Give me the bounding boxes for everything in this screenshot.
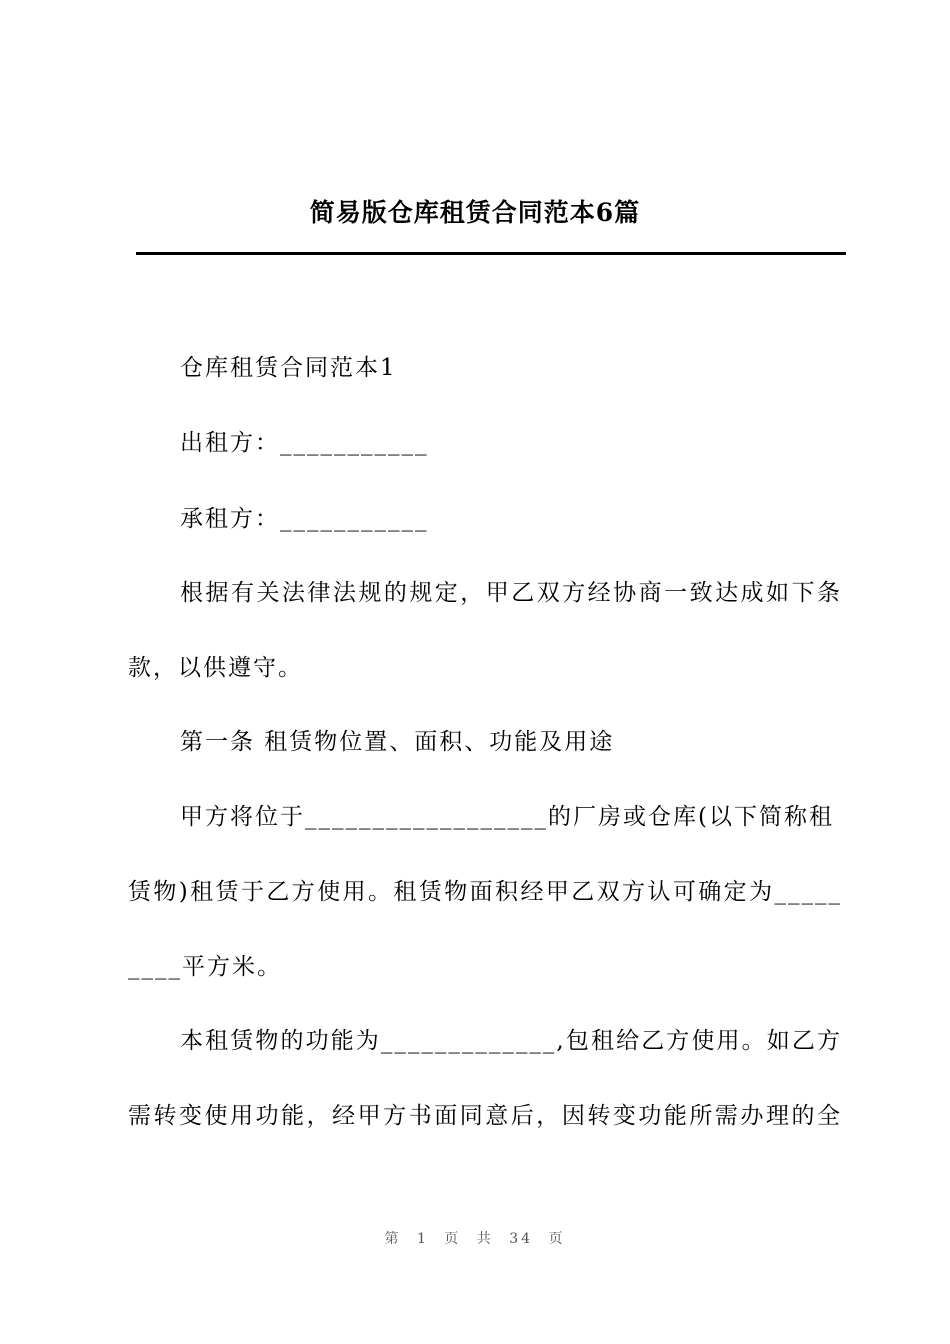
lessor-line: 出租方：___________ [180, 430, 429, 456]
paragraph-line: 赁物)租赁于乙方使用。租赁物面积经甲乙双方认可确定为_____ [128, 879, 842, 905]
page-footer: 第 1 页 共 34 页 [384, 1231, 566, 1247]
lessee-line: 承租方：___________ [180, 506, 429, 532]
paragraph-line: 根据有关法律法规的规定，甲乙双方经协商一致达成如下条 [180, 580, 842, 606]
paragraph-line: 款，以供遵守。 [128, 655, 303, 681]
title-divider [136, 252, 846, 255]
article-heading: 第一条 租赁物位置、面积、功能及用途 [180, 729, 615, 755]
paragraph-line: ____平方米。 [128, 954, 282, 980]
paragraph-line: 甲方将位于__________________的厂房或仓库(以下简称租 [180, 804, 834, 830]
paragraph-line: 本租赁物的功能为_____________,包租给乙方使用。如乙方 [180, 1028, 842, 1054]
document-title: 简易版仓库租赁合同范本6篇 [309, 198, 641, 227]
section-heading: 仓库租赁合同范本1 [180, 355, 397, 381]
paragraph-line: 需转变使用功能，经甲方书面同意后，因转变功能所需办理的全 [128, 1103, 842, 1129]
